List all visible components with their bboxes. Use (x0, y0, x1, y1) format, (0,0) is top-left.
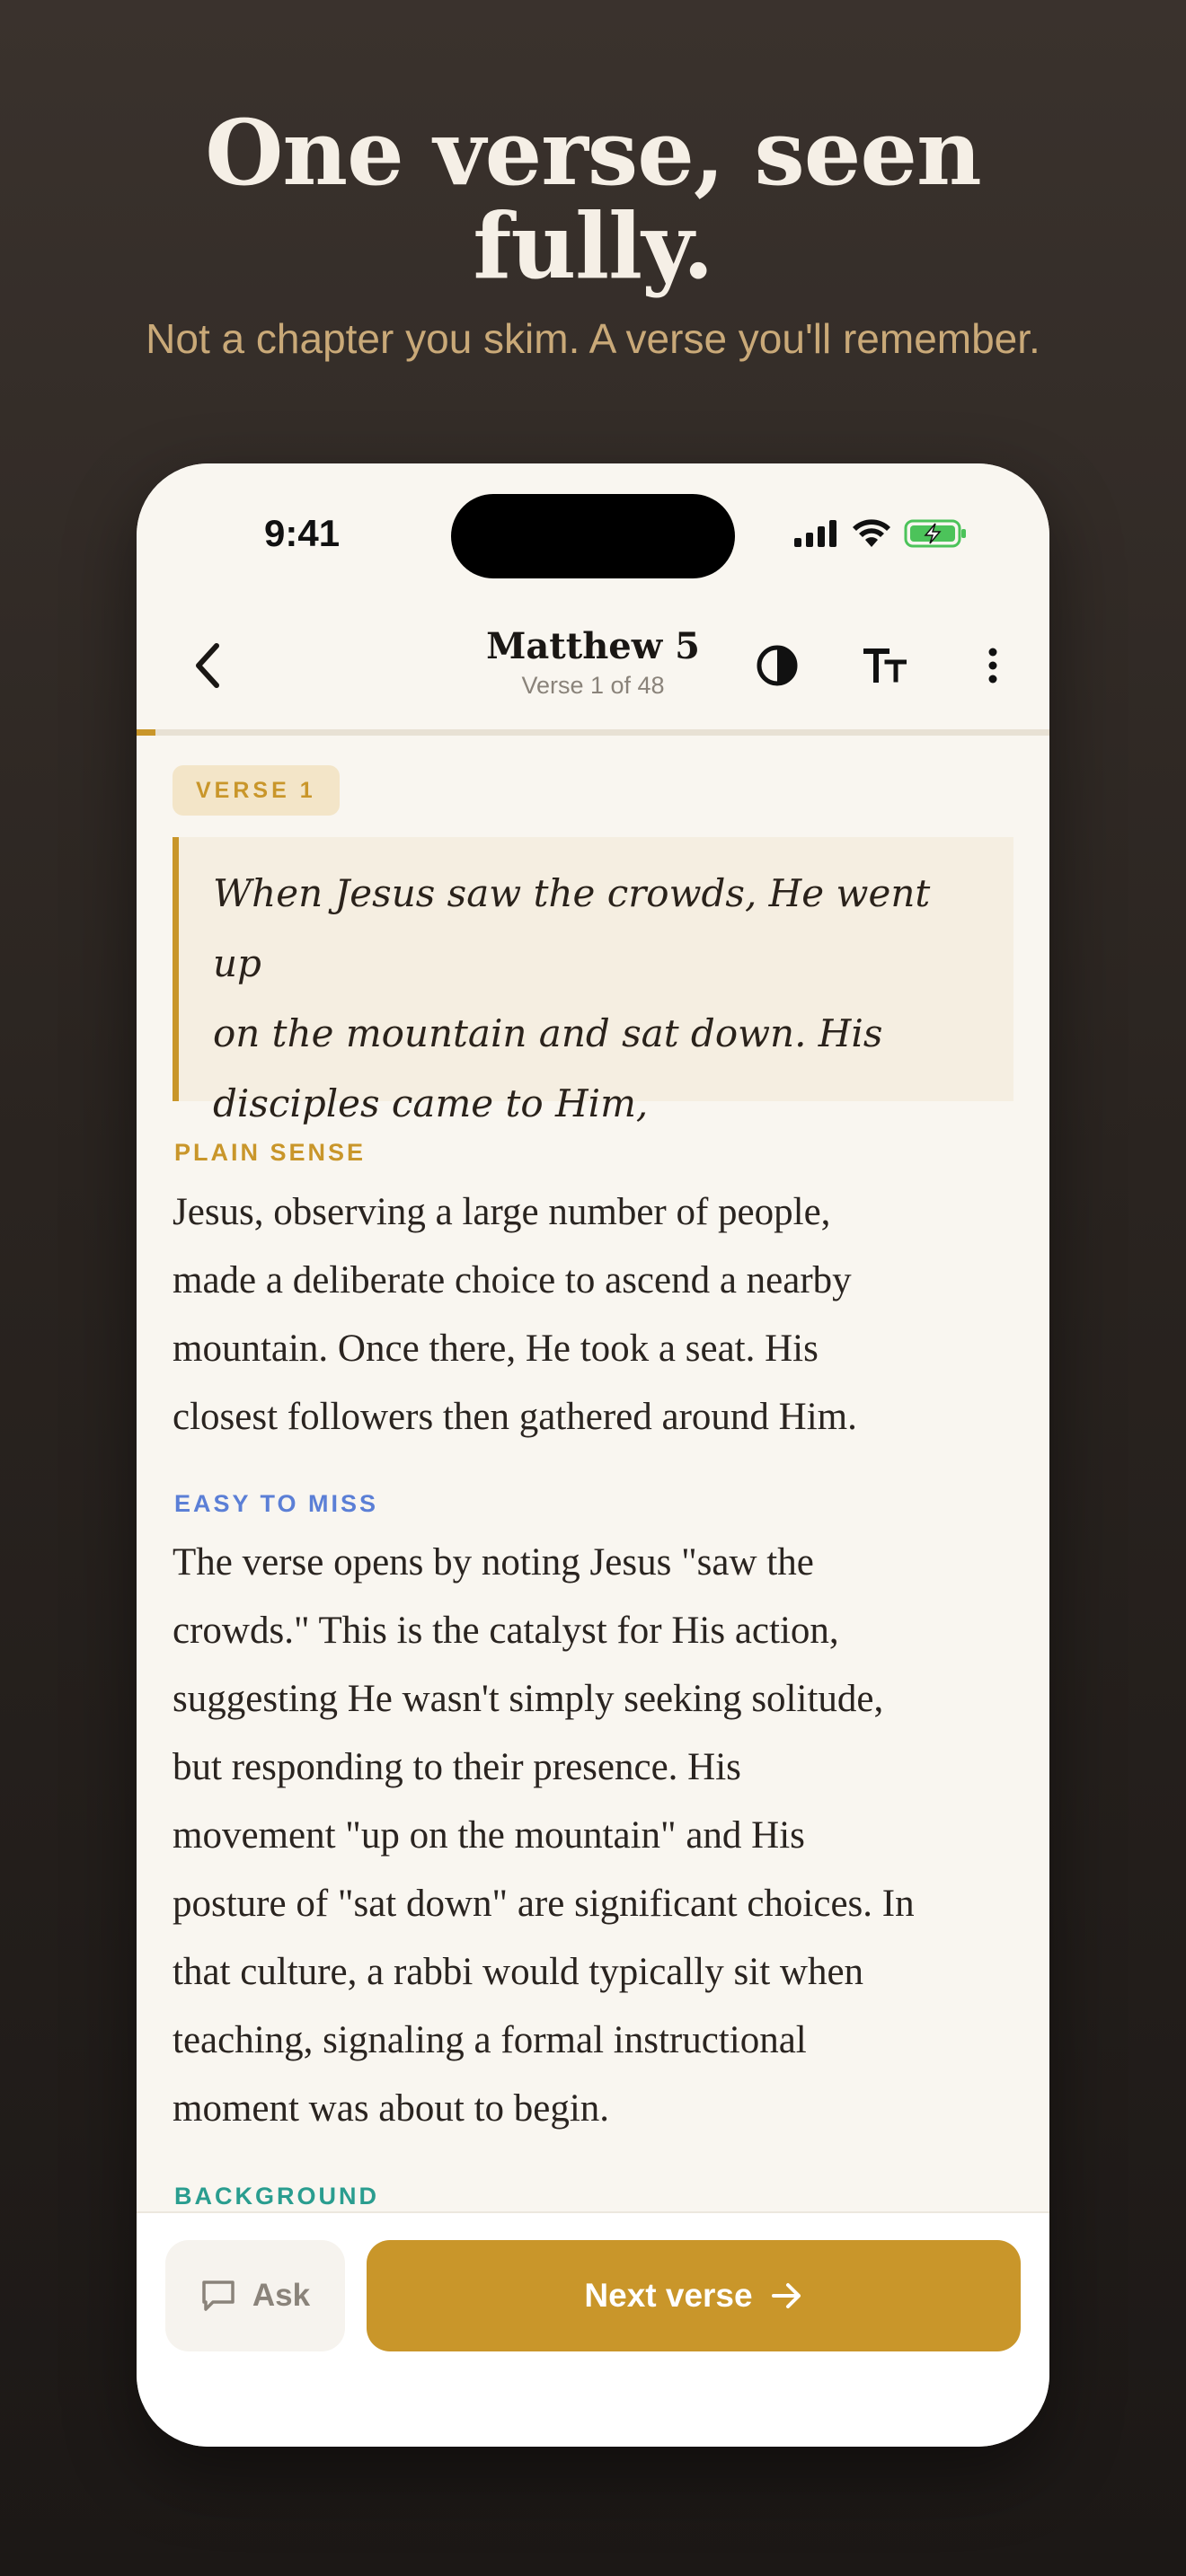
wifi-icon (852, 518, 891, 549)
hero-subtitle: Not a chapter you skim. A verse you'll remember. (146, 315, 1040, 362)
status-time: 9:41 (264, 512, 341, 554)
next-verse-button[interactable] (367, 2240, 1021, 2351)
verse-badge: VERSE 1 (173, 765, 340, 816)
chapter-title: Matthew 5 (486, 625, 700, 667)
hero-title-line-1: One verse, seen (205, 100, 981, 206)
body-line: suggesting He wasn't simply seeking solitude, (173, 1678, 884, 1720)
bottom-action-bar (137, 2211, 1049, 2447)
next-verse-label: Next verse (584, 2277, 753, 2314)
body-line: but responding to their presence. His (173, 1746, 741, 1788)
reading-progress-bar (137, 729, 1049, 736)
body-line: that culture, a rabbi would typically sit when (173, 1951, 864, 1993)
arrow-right-icon (771, 2281, 803, 2310)
text-size-button[interactable] (855, 636, 915, 695)
reading-progress-fill (137, 729, 155, 736)
verse-counter: Verse 1 of 48 (521, 672, 665, 699)
background-label: BACKGROUND (174, 2183, 379, 2210)
body-line: moment was about to begin. (173, 2087, 610, 2130)
status-icons (794, 517, 969, 550)
plain-sense-label: PLAIN SENSE (174, 1139, 367, 1166)
body-line: The verse opens by noting Jesus "saw the (173, 1541, 814, 1584)
body-line: Jesus, observing a large number of people, (173, 1191, 831, 1233)
dynamic-island (451, 494, 735, 578)
plain-sense-body (173, 1178, 1026, 1451)
ask-button-label: Ask (252, 2278, 311, 2313)
body-line: closest followers then gathered around Him. (173, 1396, 857, 1438)
more-options-button[interactable] (963, 636, 1022, 695)
easy-to-miss-body (173, 1529, 1026, 2143)
verse-line: on the mountain and sat down. His (213, 1011, 883, 1055)
battery-charging-icon (904, 518, 969, 549)
phone-frame (137, 463, 1049, 2447)
hero-title-line-2: fully. (473, 193, 713, 299)
back-chevron-icon (190, 642, 226, 689)
verse-quote (173, 837, 1013, 1125)
more-vertical-icon (987, 648, 998, 684)
verse-line: When Jesus saw the crowds, He went up (213, 871, 931, 985)
body-line: teaching, signaling a formal instructional (173, 2019, 807, 2061)
body-line: made a deliberate choice to ascend a nearby (173, 1259, 852, 1301)
hero-title (0, 100, 1186, 299)
body-line: posture of "sat down" are significant choices. In (173, 1883, 915, 1925)
text-size-icon (863, 648, 907, 684)
contrast-icon (756, 644, 799, 687)
body-line: crowds." This is the catalyst for His action, (173, 1610, 839, 1652)
easy-to-miss-label: EASY TO MISS (174, 1490, 379, 1517)
body-line: movement "up on the mountain" and His (173, 1814, 805, 1857)
chat-bubble-icon (200, 2279, 236, 2313)
back-button[interactable] (176, 634, 239, 697)
contrast-button[interactable] (748, 636, 807, 695)
cellular-signal-icon (794, 520, 839, 547)
body-line: mountain. Once there, He took a seat. His (173, 1328, 819, 1370)
ask-button[interactable] (165, 2240, 345, 2351)
verse-line: disciples came to Him, (213, 1081, 649, 1125)
